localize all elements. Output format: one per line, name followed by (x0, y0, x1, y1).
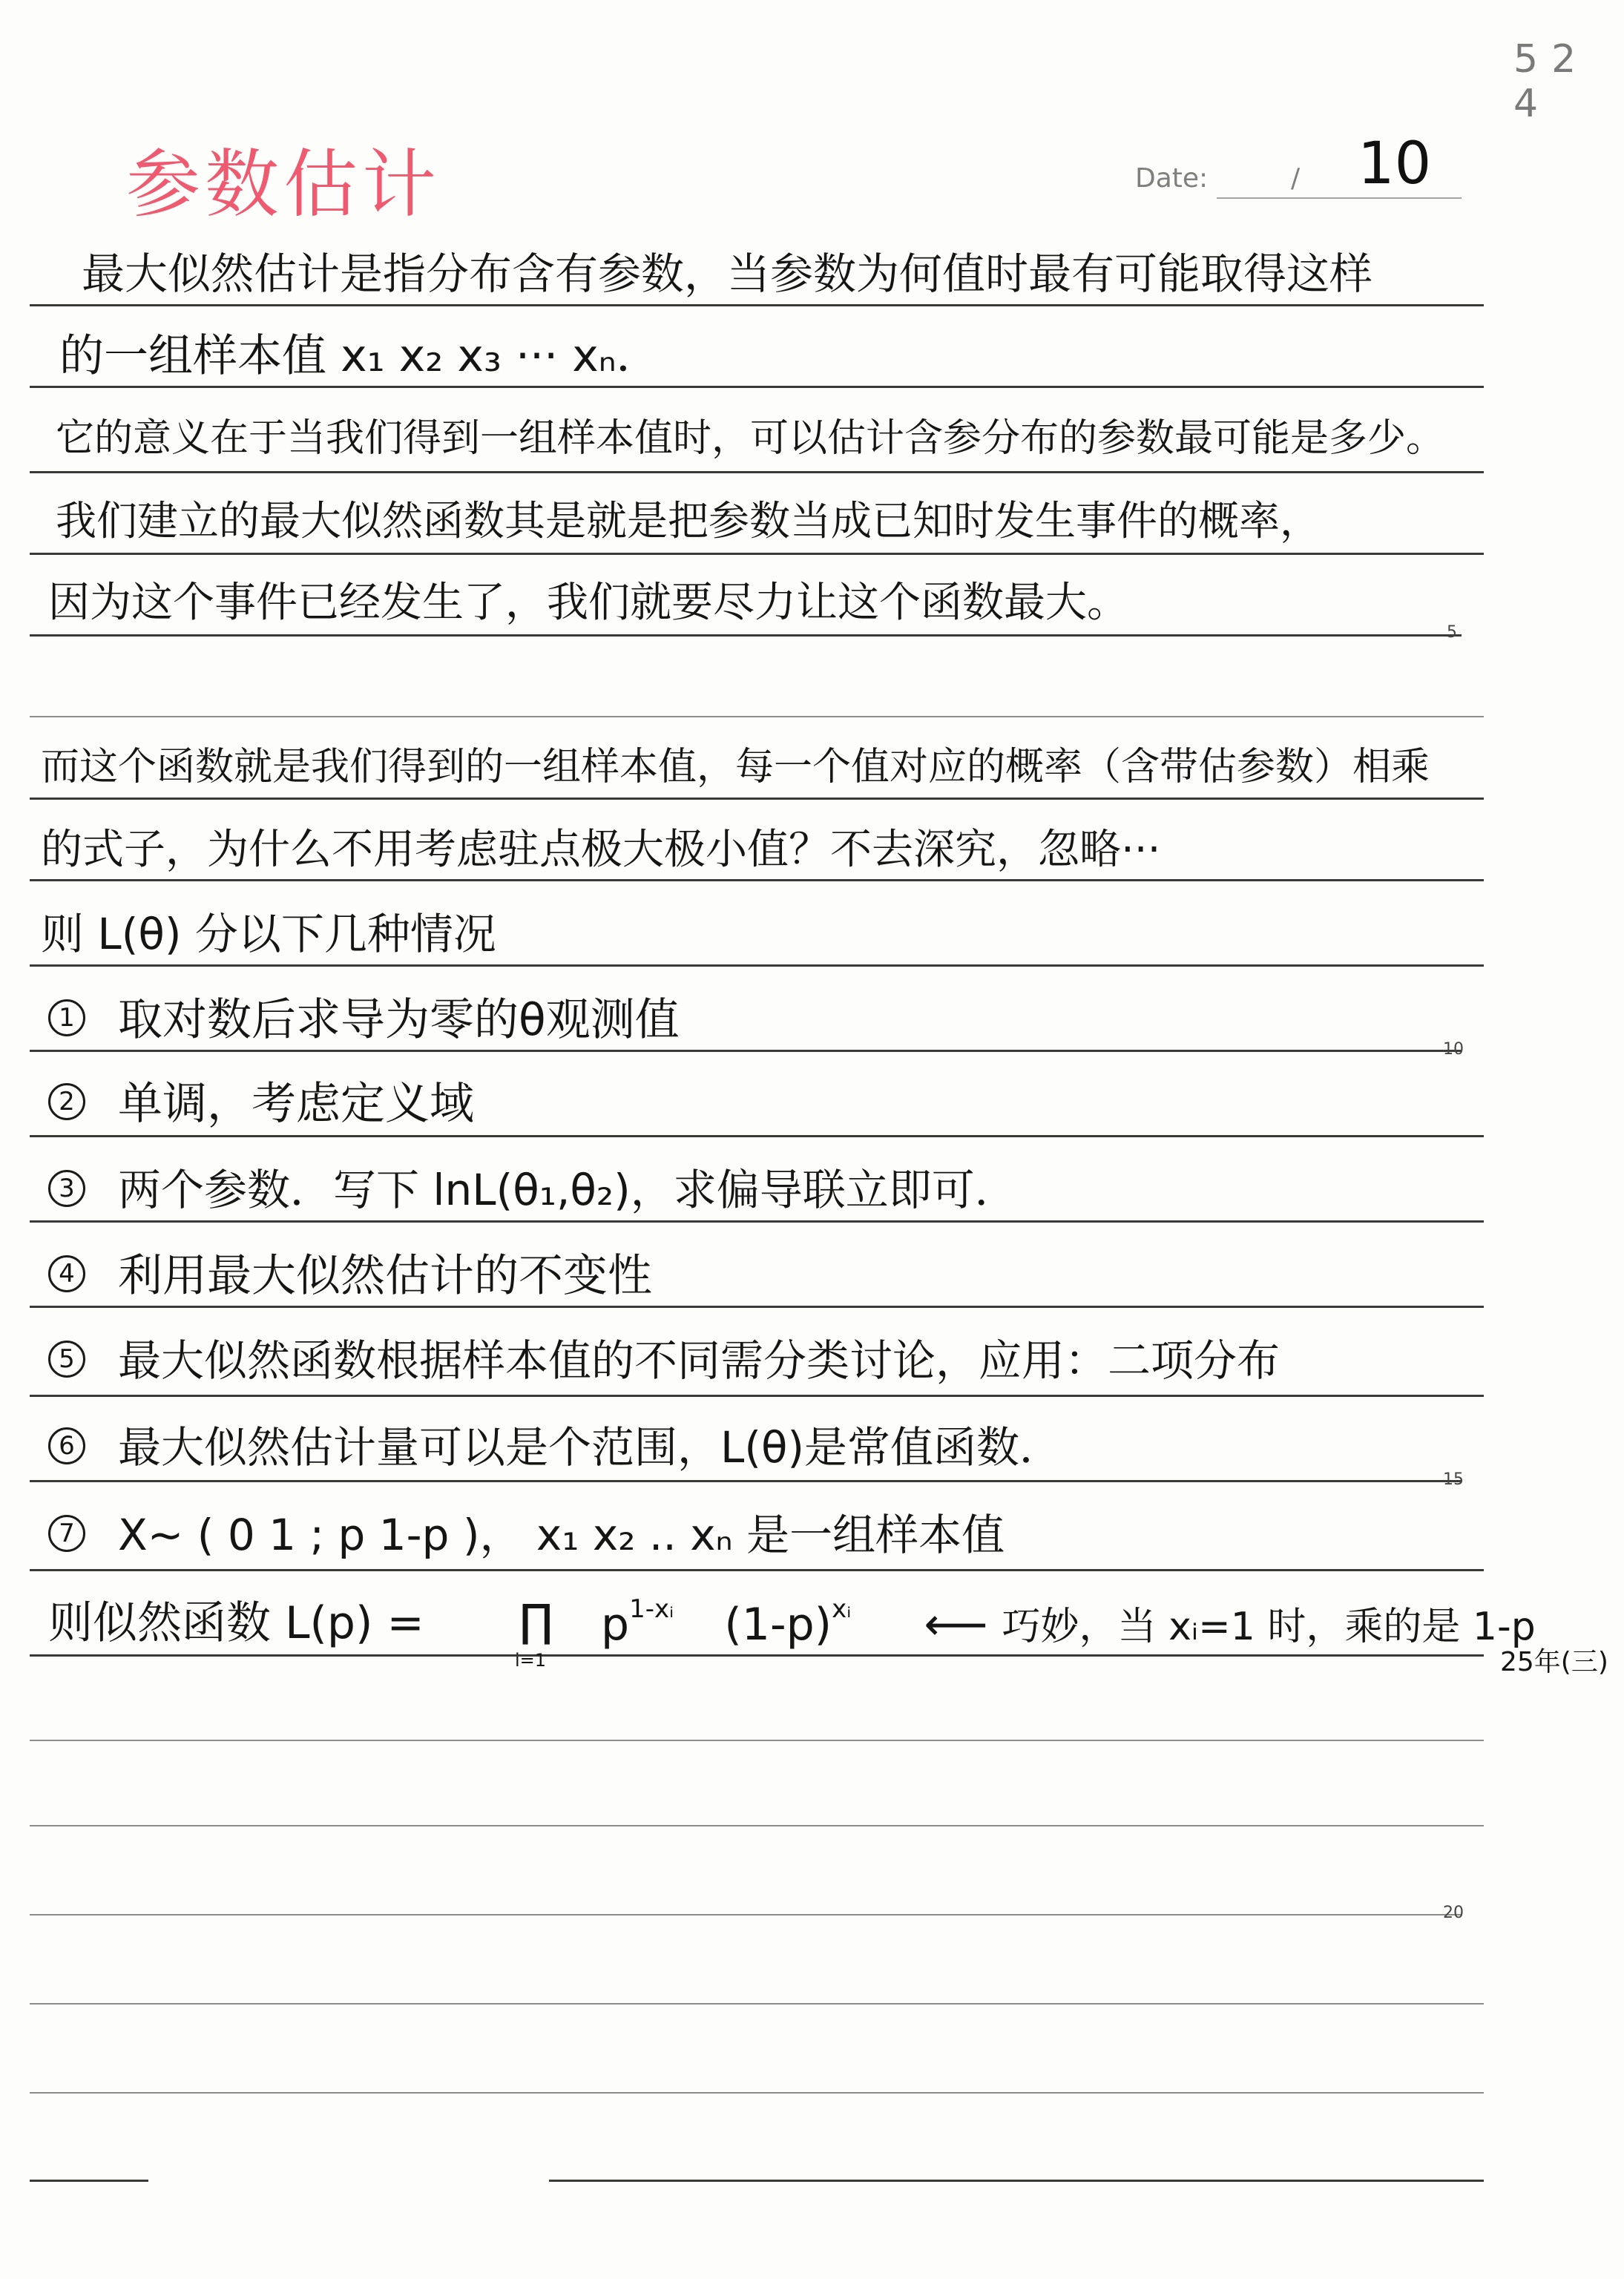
circled-number: 1 (48, 999, 85, 1036)
case-item (48, 1078, 474, 1130)
ruled-line (30, 2092, 1484, 2094)
case-item (48, 1510, 1005, 1560)
note-line: 我们建立的最大似然函数其是就是把参数当成已知时发生事件的概率， (56, 497, 1321, 545)
case-text: 最大似然估计量可以是个范围，L(θ)是常值函数． (118, 1422, 1063, 1473)
ruled-line (30, 1914, 1462, 1915)
ruled-line (30, 1395, 1484, 1397)
product-index: i=1 (515, 1650, 547, 1671)
case-item (48, 1422, 1063, 1473)
ruled-line (30, 634, 1462, 637)
likelihood-formula (48, 1597, 424, 1649)
ruled-line (30, 1220, 1484, 1223)
case-text: 单调，考虑定义域 (118, 1078, 474, 1130)
ruled-line (30, 1654, 1484, 1657)
line-number: 20 (1443, 1904, 1464, 1922)
note-line: 因为这个事件已经发生了，我们就要尽力让这个函数最大。 (48, 579, 1128, 627)
likelihood-lhs: 则似然函数 L(p) = (48, 1597, 424, 1649)
ruled-line (30, 798, 1484, 800)
page-title: 参数估计 (126, 141, 441, 228)
ruled-line (30, 1050, 1462, 1052)
line-number: 15 (1443, 1470, 1464, 1489)
term-one-minus-p-exponent: xᵢ (832, 1594, 852, 1624)
note-line: 的一组样本值 x₁ x₂ x₃ ··· xₙ． (59, 330, 661, 382)
ruled-line (30, 1306, 1484, 1308)
case-text: 最大似然函数根据样本值的不同需分类讨论，应用：二项分布 (118, 1335, 1281, 1386)
date-label: Date: (1135, 163, 1209, 194)
ruled-line (30, 553, 1484, 555)
case-item (48, 1250, 652, 1302)
ruled-line (30, 304, 1484, 306)
ruled-line (30, 964, 1484, 967)
date-rule (1217, 197, 1462, 199)
ruled-line (30, 1825, 1484, 1826)
ruled-line (30, 1569, 1484, 1571)
case-item (48, 994, 680, 1046)
date-separator: / (1291, 163, 1301, 194)
term-p-exponent: 1-xᵢ (629, 1594, 674, 1624)
ruled-line (549, 2180, 1484, 2182)
case-text: 取对数后求导为零的θ观测值 (118, 994, 680, 1046)
term-one-minus-p: (1-p) (724, 1599, 832, 1651)
circled-number: 2 (48, 1083, 85, 1120)
line-number: 10 (1443, 1040, 1464, 1059)
ruled-line (30, 386, 1484, 388)
case-text: 两个参数．写下 lnL(θ₁,θ₂)，求偏导联立即可． (118, 1165, 1018, 1215)
page-corner-mark: 52 4 (1513, 37, 1590, 126)
note-line: 则 L(θ) 分以下几种情况 (41, 909, 496, 959)
ruled-line (30, 1135, 1484, 1137)
term-p: p (601, 1599, 630, 1651)
date-day: 10 (1358, 131, 1432, 197)
ruled-line (30, 471, 1484, 473)
product-symbol: ∏ (519, 1595, 553, 1647)
note-line: 的式子，为什么不用考虑驻点极大极小值？不去深究，忽略··· (41, 826, 1161, 874)
note-line: 最大似然估计是指分布含有参数，当参数为何值时最有可能取得这样 (82, 249, 1373, 299)
year-annotation: 25年(三) (1500, 1647, 1608, 1677)
case-text: X~ ( 0 1 ; p 1-p )， x₁ x₂ .. xₙ 是一组样本值 (118, 1510, 1005, 1560)
line-number: 5 (1447, 623, 1457, 642)
note-line: 而这个函数就是我们得到的一组样本值，每一个值对应的概率（含带估参数）相乘 (41, 745, 1430, 789)
likelihood-note: 巧妙，当 xᵢ=1 时，乘的是 1-p (1002, 1605, 1536, 1649)
ruled-line (30, 716, 1484, 717)
ruled-line (30, 1740, 1484, 1741)
circled-number: 7 (48, 1515, 85, 1552)
circled-number: 4 (48, 1255, 85, 1292)
ruled-line (30, 879, 1484, 881)
case-item (48, 1335, 1281, 1386)
circled-number: 6 (48, 1427, 85, 1464)
case-item (48, 1165, 1018, 1215)
likelihood-terms (601, 1594, 1536, 1651)
ruled-line (30, 2003, 1484, 2005)
circled-number: 3 (48, 1170, 85, 1207)
note-line: 它的意义在于当我们得到一组样本值时，可以估计含参分布的参数最可能是多少。 (56, 416, 1445, 461)
case-text: 利用最大似然估计的不变性 (118, 1250, 652, 1302)
left-arrow-icon: ⟵ (924, 1599, 988, 1651)
ruled-line (30, 1480, 1462, 1482)
circled-number: 5 (48, 1341, 85, 1378)
ruled-line (30, 2180, 148, 2182)
